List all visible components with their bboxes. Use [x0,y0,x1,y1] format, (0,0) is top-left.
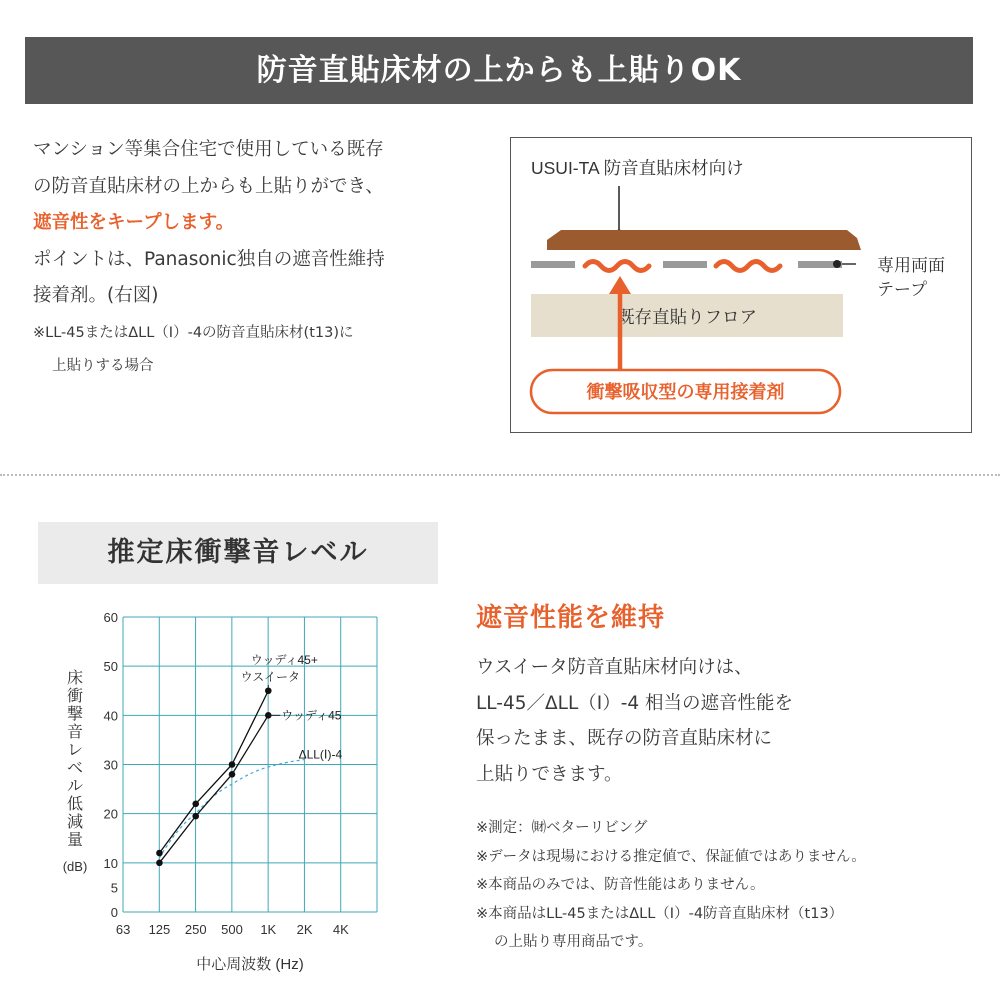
wood-layer [547,230,861,250]
y-tick-label: 60 [103,610,118,625]
section-title: 推定床衝撃音レベル [38,522,438,584]
description-line: 上貼りできます。 [476,763,623,785]
x-tick-label: 4K [332,922,349,937]
y-axis-label-char: 音 [66,724,84,741]
note-line: ※本商品はLL-45またはΔLL（Ⅰ）-4防音直貼床材（t13） [476,905,844,922]
y-axis-label-char: ベ [66,760,84,777]
y-tick-label: 30 [103,757,118,773]
description-line: 保ったまま、既存の防音直貼床材に [476,728,773,749]
intro-body [33,132,483,315]
x-tick-label: 63 [115,922,131,937]
y-tick-label: 50 [103,659,118,675]
y-tick-label: 0 [110,905,118,920]
y-tick-label: 40 [103,708,118,724]
y-axis-label-char: 量 [66,832,84,849]
structure-diagram [510,137,972,433]
description-line: ウスイータ防音直貼床材向けは、 [476,657,753,678]
data-point-woody45 [192,813,199,820]
data-point-woody45 [229,771,236,778]
intro-line: の防音直貼床材の上からも上貼りができ、 [33,175,384,197]
tape-label-2: テープ [877,280,928,299]
tape-pointer-dot [833,260,841,268]
y-axis-unit: (dB) [62,859,88,874]
x-tick-label: 250 [184,922,207,937]
adhesive-wave [716,262,780,271]
data-point-woody45 [156,860,163,867]
structure-diagram-svg [511,138,973,434]
y-axis-label-char: 減 [66,814,84,831]
y-tick-label: 10 [103,855,118,871]
intro-note-line: 上貼りする場合 [52,357,154,374]
data-point-woody45-usuita [192,801,199,808]
x-axis-label: 中心周波数 (Hz) [196,956,304,973]
intro-highlight: 遮音性をキープします。 [33,212,235,233]
intro-text [33,132,483,383]
section-divider [0,474,1000,476]
performance-text [476,598,986,957]
y-tick-label: 20 [103,806,118,822]
chart-svg [50,600,410,980]
intro-line: 接着剤。(右図) [33,285,159,306]
tape-label-1: 専用両面 [877,256,945,275]
data-point-woody45-usuita [265,687,272,694]
series-line-woody45 [159,715,268,863]
adhesive-label: 衝撃吸収型の専用接着剤 [586,382,785,402]
product-label: USUI-TA 防音直貼床材向け [531,158,744,178]
header-banner: 防音直貼床材の上からも上貼りOK [25,37,973,104]
series-label-dll: ΔLL(Ⅰ)-4 [298,747,343,762]
x-tick-label: 500 [221,922,243,937]
y-axis-label-char: レ [66,742,84,759]
series-label-woody45-usuita: ウッディ45+ [250,653,318,667]
y-axis-label-char: 床 [66,670,84,687]
adhesive-wave [585,262,649,271]
series-label-woody45: ウッディ45 [281,708,342,723]
series-label-woody45-usuita: ウスイータ [240,670,300,684]
y-axis-label-char: 低 [66,796,84,813]
y-axis-label-char: 撃 [66,706,84,723]
note-line: の上貼り専用商品です。 [494,934,653,950]
impact-sound-chart [50,600,410,980]
intro-note [33,317,483,383]
note-line: ※本商品のみでは、防音性能はありません。 [476,877,765,893]
performance-description [476,650,986,792]
floor-label: 既存直貼りフロア [617,307,757,327]
y-tick-label: 5 [110,880,118,896]
x-tick-label: 2K [296,922,313,937]
y-axis-label-char: ル [66,778,84,795]
adhesive-arrow-head [609,276,631,294]
intro-line: ポイントは、Panasonic独自の遮音性維持 [33,248,385,270]
intro-note-line: ※LL-45またはΔLL（Ⅰ）-4の防音直貼床材(t13)に [33,324,354,341]
description-line: LL-45／ΔLL（Ⅰ）-4 相当の遮音性能を [476,692,794,714]
x-tick-label: 125 [148,922,171,937]
performance-heading: 遮音性能を維持 [476,603,666,633]
note-line: ※測定：㈶ベターリビング [476,820,648,836]
data-point-woody45-usuita [156,850,163,857]
performance-notes [476,814,986,957]
intro-line: マンション等集合住宅で使用している既存 [33,139,384,160]
note-line: ※データは現場における推定値で、保証値ではありません。 [476,848,866,865]
y-axis-label-char: 衝 [66,688,84,705]
data-point-woody45-usuita [229,761,236,768]
x-tick-label: 1K [260,922,277,937]
tape-segment [663,261,707,268]
tape-segment [531,261,575,268]
